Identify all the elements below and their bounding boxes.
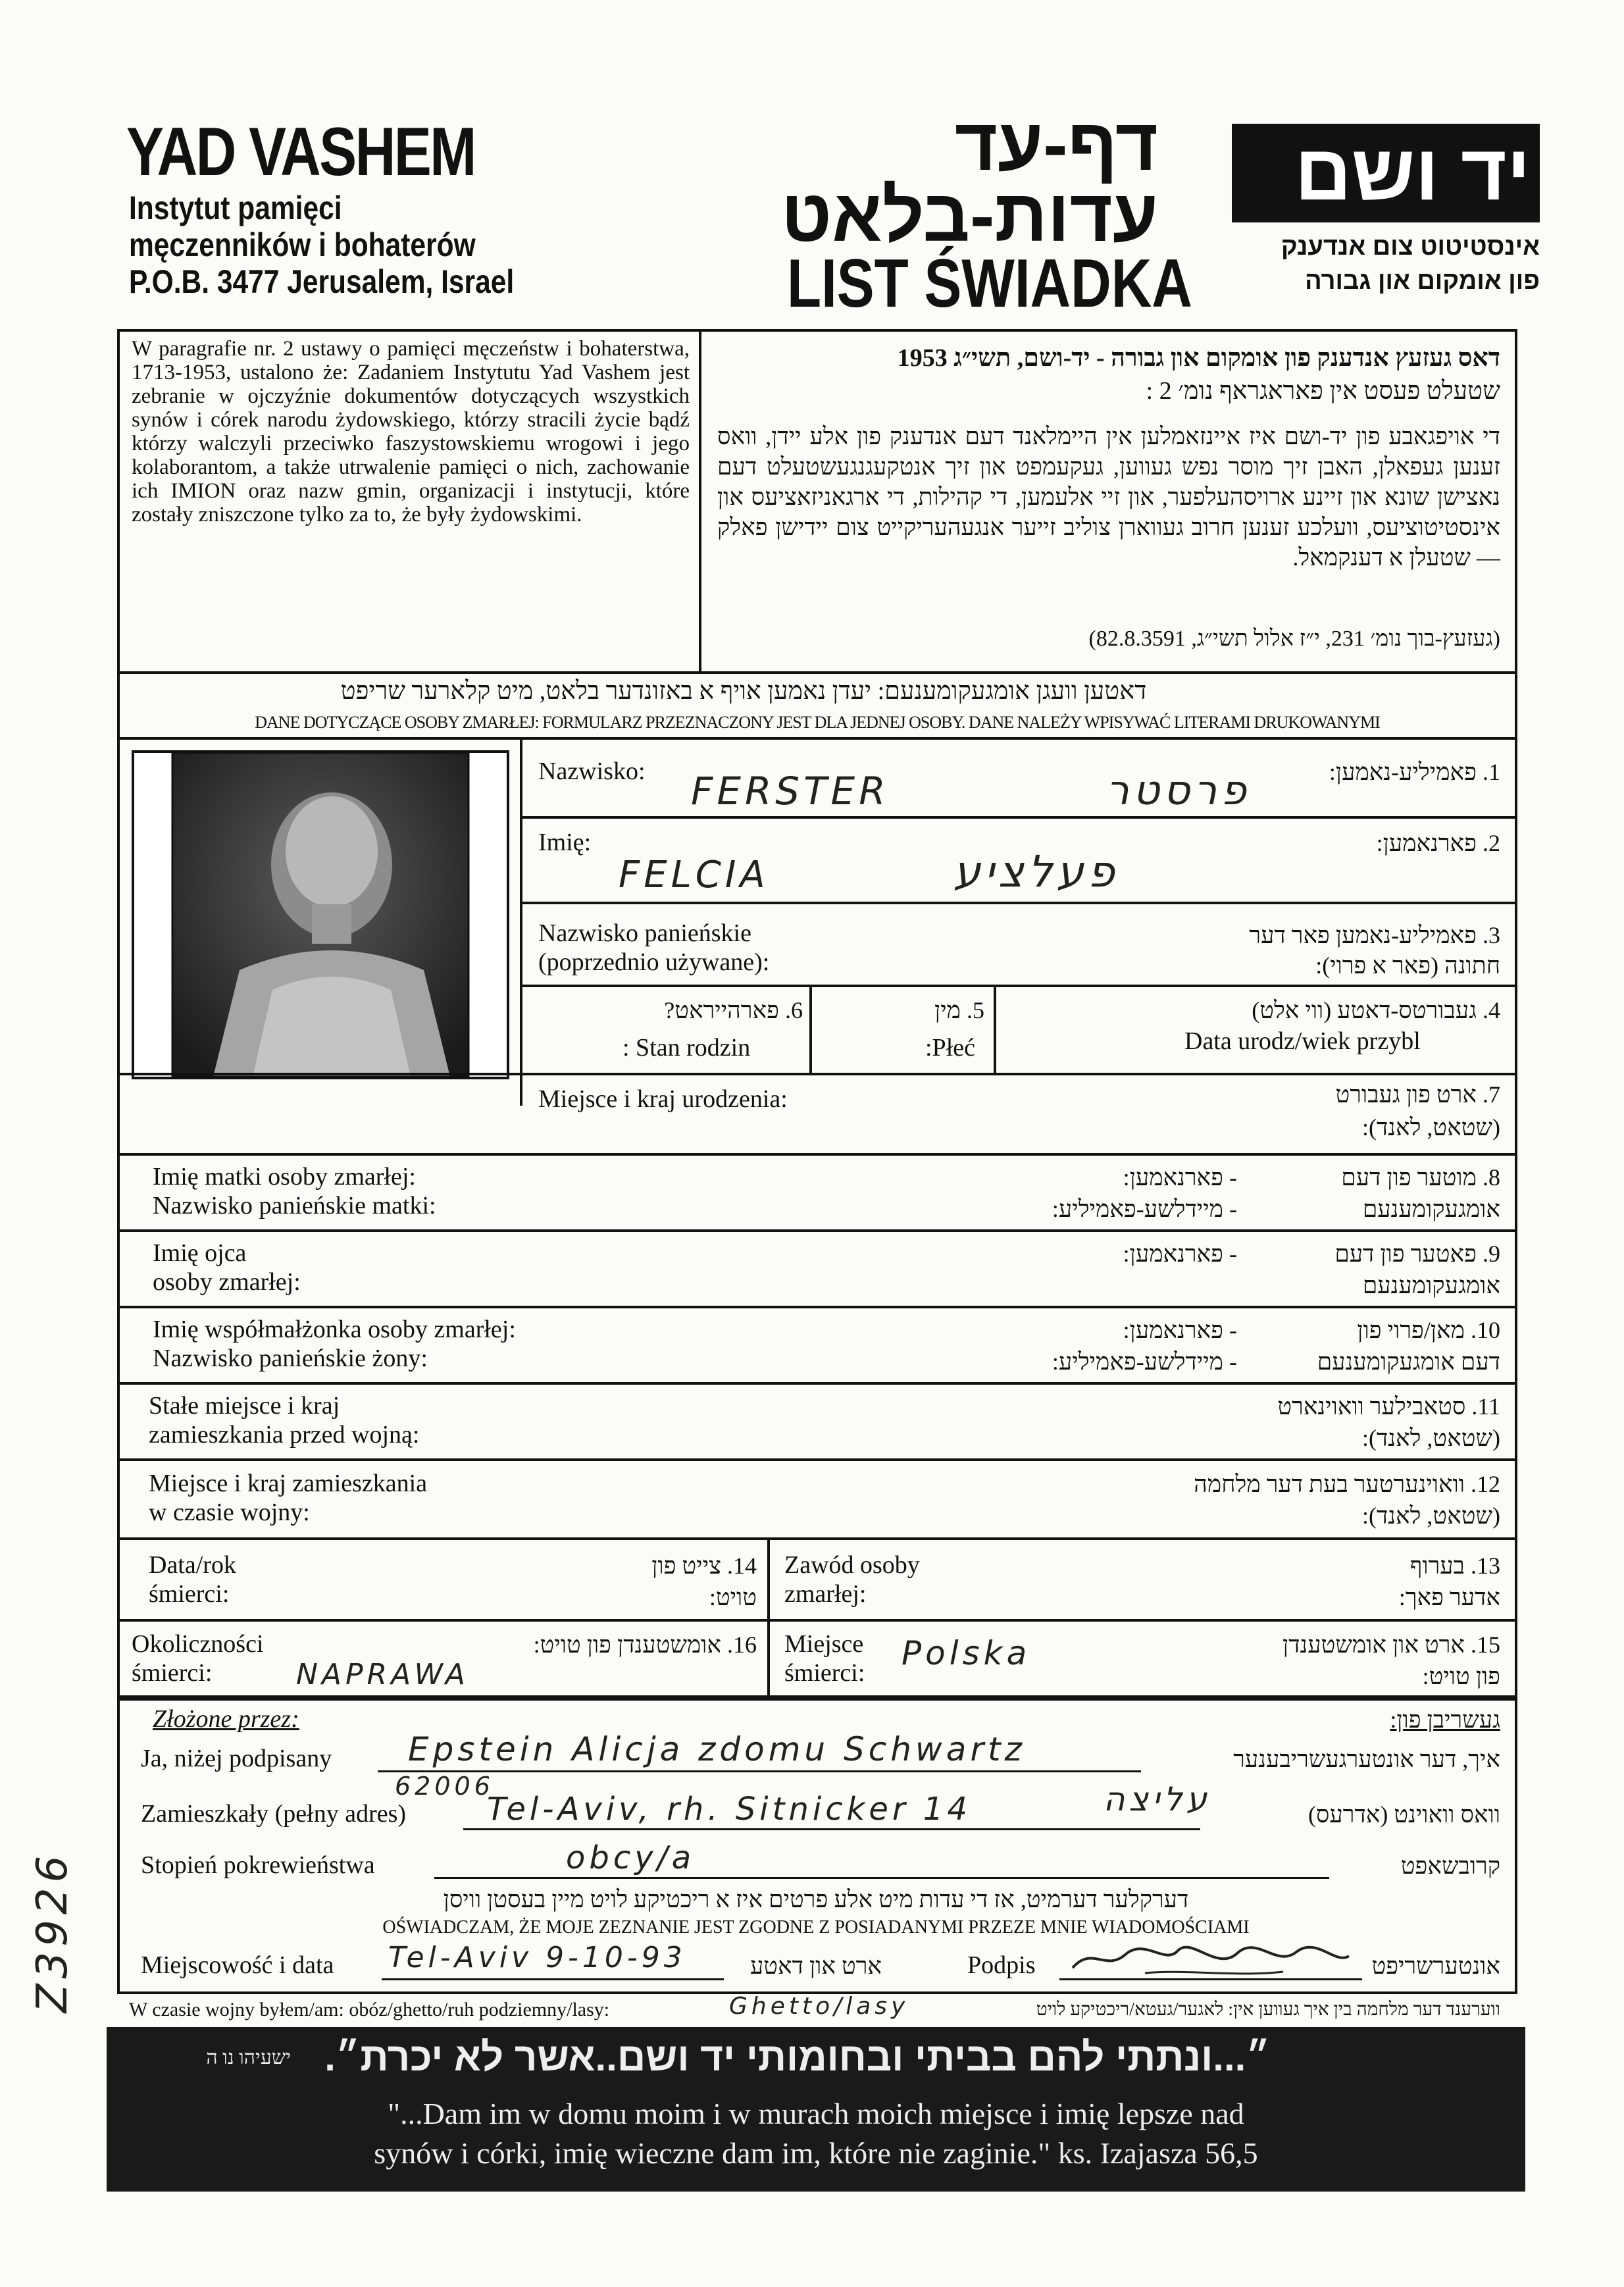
occupation-label: Zawód osoby [784,1551,920,1579]
birth-date-label: Data urodz/wiek przybl [1184,1027,1421,1055]
occupation-label-yiddish: 13. בערוף [1409,1553,1500,1579]
place-date-value[interactable]: Tel-Aviv 9-10-93 [388,1941,686,1974]
photo-frame [132,750,509,1079]
surname-value-yiddish[interactable]: פרסטר [1105,766,1250,814]
maiden-name-label-yiddish: 3. פאמיליע-נאמען פאר דער [1249,922,1500,948]
war-residence-label-yiddish: 12. וואוינערטער בעת דער מלחמה [1194,1471,1500,1497]
war-residence-label-2: w czasie wojny: [149,1499,310,1526]
residence-label-yiddish: 11. סטאבילער וואוינארט [1277,1393,1500,1420]
residence-label: Stałe miejsce i kraj [149,1392,340,1420]
marital-status-label: : Stan rodzin [622,1034,751,1062]
declaration-yiddish: דערקלער דערמיט, אז די עדות מיט אלע פרטים איז א ריכטיקע לויט מיין בעסטן וויסן [443,1886,1189,1913]
intro-polish: W paragrafie nr. 2 ustawy o pamięci męczeństw i bohaterstwa, 1713-1953, ustalono że: Zadaniem Instytutu Yad Vashem jest zebranie w ojczyźnie dokumentów dotyczących wszystkich synów i córek narodu żydowskiego, którzy stracili życie bądź którzy walczyli przeciwko faszystowskiemu wrogowi i jego kolaborantom, a także utrwalenie pamięci o nich, zachowanie ich IMION oraz nazw gmin, organizacji i instytucji, które zostały zniszczone tylko za to, że były żydowskimi. [132,337,690,527]
sex-label: :Płeć [925,1034,975,1062]
address-line [463,1828,1200,1830]
sex-label-yiddish: 5. מין [934,997,984,1023]
footer-banner [107,2027,1525,2192]
marital-label-yiddish: 6. פארהייראט? [664,997,803,1023]
father-name-label-2: osoby zmarłej: [153,1268,301,1296]
row3-rule [520,985,1517,987]
row12-rule [117,1537,1517,1540]
address-label: Zamieszkały (pełny adres) [141,1800,407,1828]
signature-label-yiddish: אונטערשריפט [1371,1953,1500,1979]
footer-polish-line-2: synów i córki, imię wieczne dam im, które nie zaginie." ks. Izajasza 56,5 [374,2136,1258,2170]
right-caption-1: אינסטיטוט צום אנדענק [1281,233,1540,261]
spouse-label-yiddish: 10. מאן/פרוי פון [1357,1317,1500,1343]
row8-rule [117,1229,1517,1232]
circumstances-label: Okoliczności [132,1630,264,1658]
submitted-by-label-yiddish: געשריבן פון: [1390,1707,1500,1733]
photo-col-divider [520,737,522,1106]
maiden-name-label-2: (poprzednio używane): [538,948,770,976]
first-name-value[interactable]: FELCIA [619,854,769,896]
first-name-label: Imię: [538,829,592,856]
spouse-maiden-label: Nazwisko panieńskie żony: [153,1345,428,1372]
spouse-mid-label-2: - מיידלשע-פאמיליע: [1052,1349,1237,1375]
right-caption-2: פון אומקום און גבורה [1305,267,1540,295]
org-title: YAD VASHEM [126,114,475,190]
occupation-label-yiddish-2: אדער פאך: [1398,1584,1500,1610]
father-name-label: Imię ojca [153,1239,247,1267]
circumstances-label-2: śmierci: [132,1659,213,1687]
signer-name-yiddish-value[interactable]: עליצה [1103,1780,1211,1818]
place-date-line [382,1978,724,1980]
circumstances-label-yiddish: 16. אומשטענדן פון טויט: [533,1632,757,1658]
mid-col-divider [767,1537,770,1698]
mother-label-yiddish: 8. מוטער פון דעם [1341,1164,1500,1191]
submitted-by-label: Złożone przez: [153,1705,299,1733]
logo-text: יד ושם [1294,128,1531,217]
relationship-label-yiddish: קרובשאפט [1400,1853,1500,1879]
war-residence-label-yiddish-2: (שטאט, לאנד): [1361,1503,1500,1529]
footer-hebrew-quote: ״...ונתתי להם בביתי ובחומותי יד ושם..אשר לא יכרת״. [324,2035,1271,2079]
row2-rule [520,902,1517,904]
row4-div-a [809,985,812,1073]
place-date-label-yiddish: ארט און דאטע [749,1953,882,1979]
maiden-name-label: Nazwisko panieńskie [538,919,751,947]
place-of-death-label-yiddish-2: פון טויט: [1422,1663,1500,1689]
relationship-line [434,1877,1329,1879]
mother-mid-label-1: - פארנאמען: [1123,1164,1237,1191]
occupation-label-2: zmarłej: [784,1580,867,1608]
death-date-label-yiddish-2: טויט: [709,1584,757,1610]
signer-name-label: Ja, niżej podpisany [141,1745,332,1772]
instructions-polish: DANE DOTYCZĄCE OSOBY ZMARŁEJ: FORMULARZ PRZEZNACZONY JEST DLA JEDNEJ OSOBY. DANE NALEŻY WPISYWAĆ LITERAMI DRUKOWANYMI [255,713,1380,732]
footer-hebrew-ref: ישעיהו נו ה [206,2047,291,2069]
first-name-value-yiddish[interactable]: פעלציע [953,846,1119,897]
instructions-rule [117,737,1517,740]
mother-mid-label-2: - מיידלשע-פאמיליע: [1052,1196,1237,1222]
war-residence-label: Miejsce i kraj zamieszkania [149,1470,428,1497]
father-mid-label: - פארנאמען: [1123,1241,1237,1267]
title-yiddish-1: דף-עד [954,103,1158,186]
title-polish: LIST ŚWIADKA [787,245,1192,322]
spouse-label-yiddish-2: דעם אומגעקומענעם [1317,1349,1500,1375]
wartime-status-label-yiddish: ווערענד דער מלחמה בין איך געווען אין: לאגער/געטא/ריכטיקע לויט [1036,1999,1500,2020]
relationship-value[interactable]: obcy/a [566,1839,696,1876]
birthplace-label: Miejsce i kraj urodzenia: [538,1085,788,1113]
place-of-death-label-2: śmierci: [784,1659,865,1687]
row14-rule [117,1619,1517,1622]
residence-label-2: zamieszkania przed wojną: [149,1421,420,1449]
first-name-label-yiddish: 2. פארנאמען: [1376,830,1500,856]
mother-name-label: Imię matki osoby zmarłej: [153,1163,416,1191]
place-date-label: Miejscowość i data [141,1951,334,1979]
mother-label-yiddish-2: אומגעקומענעם [1362,1196,1500,1222]
surname-label-yiddish: 1. פאמיליע-נאמען: [1329,759,1500,785]
wartime-status-value[interactable]: Ghetto/lasy [729,1993,909,2020]
signature-scribble[interactable] [1066,1939,1356,1981]
portrait-photo [134,753,507,1077]
surname-label: Nazwisko: [538,758,646,785]
intro-yiddish-body: די אויפגאבע פון יד-ושם איז איינזאמלען אין היימלאנד דעם אנדענק פון אלע יידן, וואס זענען געפאלן, האבן זיך מוסר נפש געווען, געקעמפט און זיך אנטקעגנגעשטעלט דעם נאצישן שונא און זיינע ארויסהעלפער, און זיי אלעמען, די קהילות, די ארגאניזאציעס און אינסטיטוציעס, וועלכע זענען חרוב געווארן צוליב זייער אנגעהעריקייט צום יידישן פאלק — שטעלן א דענקמאל. [717,423,1500,571]
spouse-name-label: Imię współmałżonka osoby zmarłej: [153,1316,516,1343]
place-of-death-value[interactable]: Polska [901,1634,1031,1672]
intro-bottom-rule [117,671,1517,674]
intro-yiddish-heading-1: דאס געזעץ אנדענק פון אומקום און גבורה - יד-ושם, תשי״ג 1953 [897,344,1500,372]
intro-yiddish-ref: (געזעץ-בוך נומ׳ 231, י״ז אלול תשי״ג, 82.8.3591) [1088,627,1500,651]
surname-value[interactable]: FERSTER [691,769,890,813]
address-zip[interactable]: 62006 [395,1772,494,1801]
instructions-yiddish: דאטען וועגן אומגעקומענעם: יעדן נאמען אויף א באזונדער בלאט, מיט קלארער שריפט [340,677,1147,705]
father-label-yiddish-2: אומגעקומענעם [1362,1272,1500,1298]
yad-vashem-logo [1232,124,1540,222]
intro-divider [699,329,701,673]
circumstances-value[interactable]: NAPRAWA [296,1658,469,1691]
place-of-death-label-yiddish: 15. ארט און אומשטענדן [1282,1632,1500,1658]
row7-rule [117,1153,1517,1156]
death-date-label-2: śmierci: [149,1580,230,1608]
intro-yiddish-heading-2: שטעלט פעסט אין פאראגראף נומ׳ 2 : [1146,377,1500,405]
row1-rule [520,816,1517,819]
father-label-yiddish: 9. פאטער פון דעם [1334,1241,1500,1267]
place-of-death-label: Miejsce [784,1630,864,1658]
wartime-status-label: W czasie wojny byłem/am: obóz/ghetto/ruh podziemny/lasy: [129,1999,610,2020]
title-yiddish-2: עדות-בלאט [781,174,1158,257]
address-value[interactable]: Tel-Aviv, rh. Sitnicker 14 [487,1791,972,1828]
birthplace-label-yiddish: 7. ארט פון געבורט [1335,1081,1500,1108]
death-date-label: Data/rok [149,1551,236,1579]
row11-rule [117,1458,1517,1461]
row9-rule [117,1306,1517,1308]
row4-div-b [994,985,996,1073]
spouse-mid-label-1: - פארנאמען: [1123,1317,1237,1343]
residence-label-yiddish-2: (שטאט, לאנד): [1361,1425,1500,1451]
birth-date-label-yiddish: 4. געבורטס-דאטע (ווי אלט) [1252,997,1500,1023]
relationship-label: Stopień pokrewieństwa [141,1851,375,1879]
mother-maiden-label: Nazwisko panieńskie matki: [153,1192,436,1220]
signer-name-label-yiddish: איך, דער אונטערגעשריבענער [1233,1746,1500,1772]
org-line-1: Instytut pamięci [129,190,342,226]
org-line-2: męczenników i bohaterów [129,226,476,263]
signer-name-value[interactable]: Epstein Alicja zdomu Schwartz [408,1730,1026,1768]
birthplace-label-yiddish-2: (שטאט, לאנד): [1361,1114,1500,1141]
signature-label: Podpis [967,1951,1036,1979]
address-label-yiddish: וואס וואוינט (אדרעס) [1307,1801,1500,1828]
row4-rule [117,1073,1517,1075]
declaration-polish: OŚWIADCZAM, ŻE MOJE ZEZNANIE JEST ZGODNE Z POSIADANYMI PRZEZE MNIE WIADOMOŚCIAMI [382,1917,1250,1938]
archive-stamp-number: Z3926 [28,1850,77,2013]
maiden-name-label-yiddish-2: חתונה (פאר א פרוי): [1315,952,1500,979]
death-date-label-yiddish: 14. צייט פון [651,1553,757,1579]
org-address: P.O.B. 3477 Jerusalem, Israel [129,263,515,300]
footer-polish-line-1: "...Dam im w domu moim i w murach moich miejsce i imię lepsze nad [388,2097,1244,2130]
row10-rule [117,1382,1517,1385]
